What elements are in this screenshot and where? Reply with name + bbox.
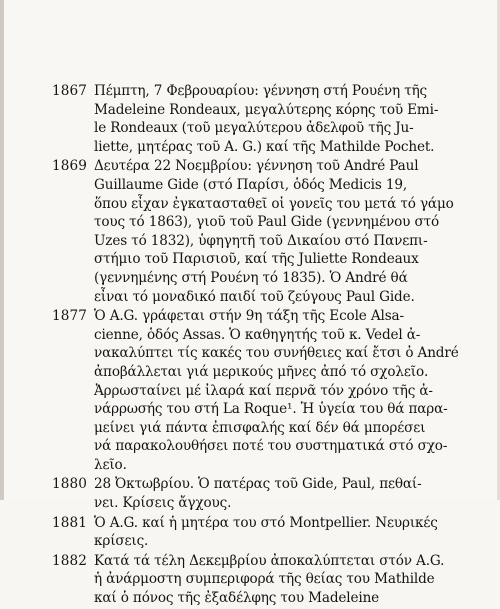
entry-text	[94, 475, 452, 512]
entry-year: 1882	[52, 552, 87, 569]
entry-text-line: Ὁ A.G. γράφεται στήν 9η τάξη τῆς Ecole Alsa-	[94, 308, 404, 325]
entry-text-line: ἀποβάλλεται γιά μερικούς μῆνες ἀπό τό σχολεῖο.	[94, 363, 429, 380]
entry-year: 1881	[52, 514, 87, 531]
chronology-entry	[52, 82, 452, 156]
entry-text-line: κρίσεις.	[94, 533, 149, 550]
entry-text-line: στήμιο τοῦ Παρισιοῦ, καί τῆς Juliette Rondeaux	[94, 251, 419, 268]
entry-text-line: Uzes τό 1832), ὑφηγητῆ τοῦ Δικαίου στό Πανεπι-	[94, 232, 428, 249]
entry-text-line: Δευτέρα 22 Νοεμβρίου: γέννηση τοῦ André Paul	[94, 158, 419, 175]
chronology-entry	[52, 552, 452, 608]
entry-text-line: εἶναι τό μοναδικό παιδί τοῦ ζεύγους Paul Gide.	[94, 288, 415, 305]
entry-text-line: Ἀρρωσταίνει μέ ἰλαρά καί περνᾶ τόν χρόνο τῆς ἀ-	[94, 382, 433, 399]
entry-text-line: Ὁ A.G. καί ἡ μητέρα του στό Montpellier. Νευρικές	[94, 514, 438, 531]
entry-text-line: 28 Ὀκτωβρίου. Ὁ πατέρας τοῦ Gide, Paul, πεθαί-	[94, 476, 422, 493]
entry-text-line: cienne, ὁδός Assas. Ὁ καθηγητής τοῦ κ. Vedel ἀ-	[94, 326, 421, 343]
entry-text-line: ἡ ἀνάρμοστη συμπεριφορά τῆς θείας του Mathilde	[94, 571, 435, 588]
chronology-entry	[52, 157, 452, 306]
entry-text-line: liette, μητέρας τοῦ A. G.) καί τῆς Mathilde Pochet.	[94, 138, 435, 155]
entry-text	[94, 552, 452, 608]
entry-year: 1869	[52, 158, 87, 175]
chronology-entry	[52, 475, 452, 512]
entry-text-line: (γεννημένης στή Ρουένη τό 1835). Ὁ André θά	[94, 269, 408, 286]
entry-text	[94, 157, 454, 306]
entry-text-line: μείνει γιά πάντα ἐπισφαλής καί δέν θά μπορέσει	[94, 419, 426, 436]
entry-text-line: τους τό 1863), γιοῦ τοῦ Paul Gide (γεννημένου στό	[94, 214, 440, 231]
entry-text	[94, 82, 452, 156]
entry-text	[94, 514, 452, 551]
entry-text-line: Guillaume Gide (στό Παρίσι, ὁδός Medicis 19,	[94, 176, 408, 193]
entry-text	[94, 307, 459, 474]
entry-text-line: Madeleine Rondeaux, μεγαλύτερης κόρης τοῦ Emi-	[94, 101, 439, 118]
entry-text-line: καί ὁ πόνος τῆς ἐξαδέλφης του Madeleine	[94, 590, 380, 607]
entry-text-line: νάρρωσής του στή La Roque¹. Ἡ ὑγεία του θά παρα-	[94, 401, 448, 418]
entry-year: 1867	[52, 83, 87, 99]
entry-year: 1877	[52, 308, 87, 325]
page-edge-left	[0, 0, 4, 500]
entry-year: 1880	[52, 476, 87, 493]
entry-text-line: Πέμπτη, 7 Φεβρουαρίου: γέννηση στή Ρουένη τῆς	[94, 83, 428, 99]
entry-text-line: νει. Κρίσεις ἄγχους.	[94, 495, 232, 512]
chronology-list	[52, 82, 459, 609]
entry-text-line: ὅπου εἶχαν ἐγκατασταθεῖ οἱ γονεῖς του μετά τό γάμο	[94, 195, 454, 212]
chronology-entry	[52, 307, 459, 474]
entry-text-line: λεῖο.	[94, 456, 127, 473]
entry-text-line: νά παρακολουθήσει ποτέ του συστηματικά στό σχο-	[94, 438, 448, 455]
entry-text-line: le Rondeaux (τοῦ μεγαλύτερου ἀδελφοῦ τῆς Ju-	[94, 120, 414, 137]
entry-text-line: νακαλύπτει τίς κακές του συνήθειες καί ἔτσι ὁ André	[94, 345, 459, 362]
chronology-entry	[52, 514, 452, 551]
entry-text-line: Κατά τά τέλη Δεκεμβρίου ἀποκαλύπτεται στόν A.G.	[94, 552, 445, 569]
